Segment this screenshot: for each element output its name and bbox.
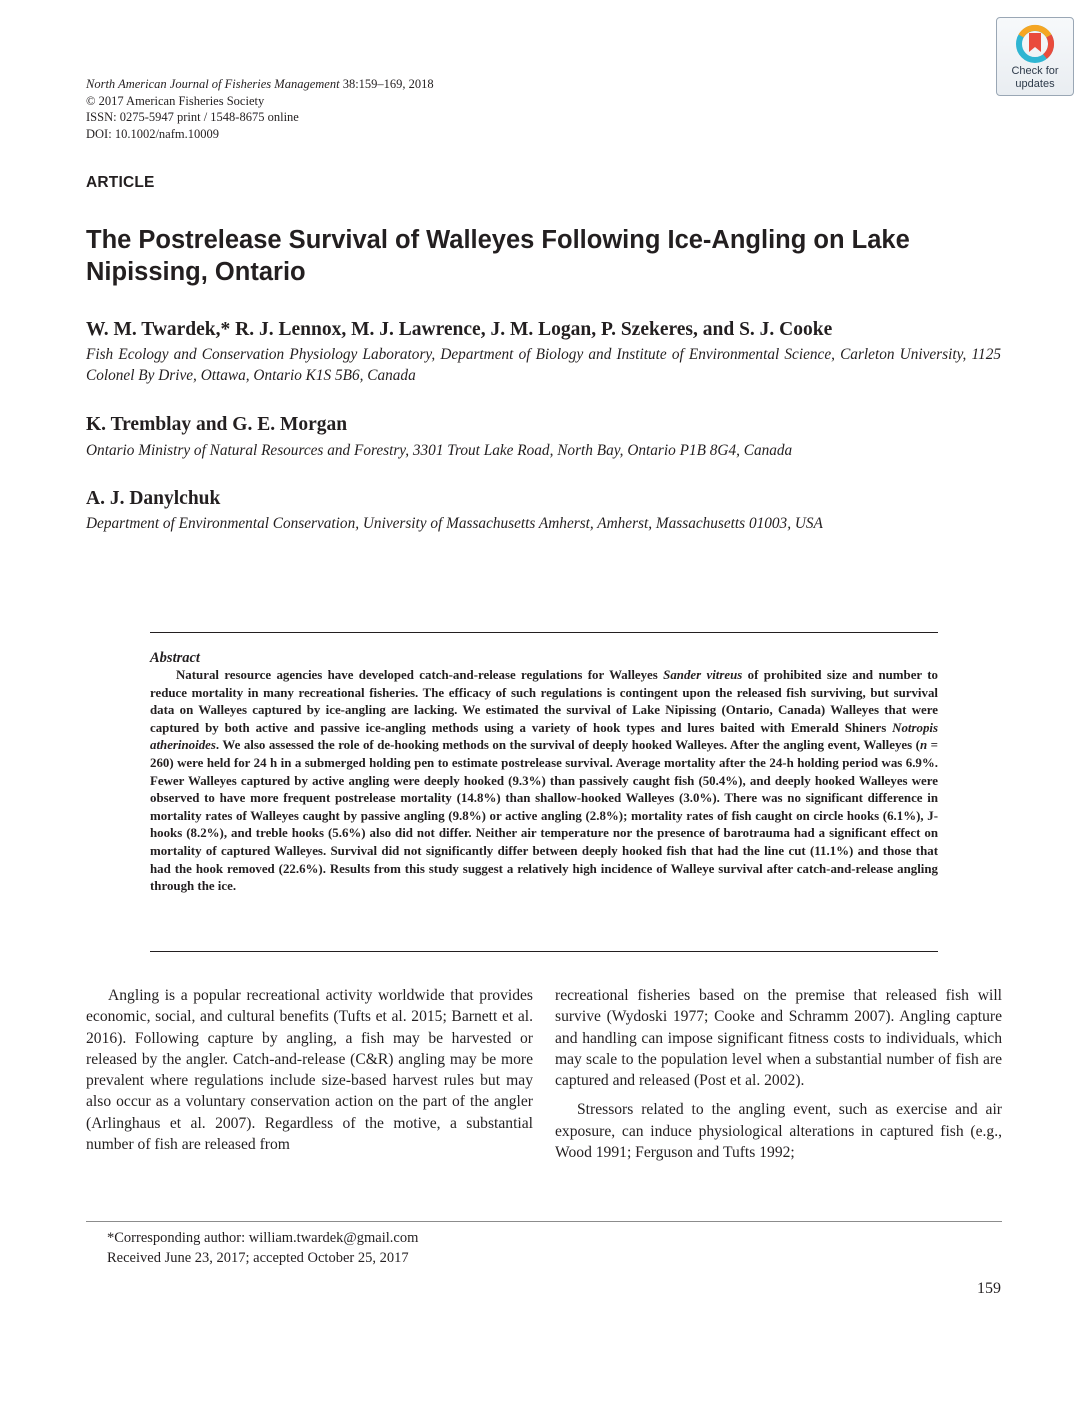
doi-line: DOI: 10.1002/nafm.10009 (86, 126, 219, 141)
journal-volume: 38:159–169, 2018 (342, 77, 434, 91)
body-column-left (86, 985, 533, 1155)
body-column-right (555, 985, 1002, 1163)
abstract-text-part: of prohibited size and number to reduce mortality in many recreational fisheries. The efficacy of such regulations is contingent upon the released fish surviving, but survival data on Walleyes captured by ice-angling are lacking. We estimated the survival of Lake Nipissing (Ontario, Canada) Walleyes that were captured by both active and passive ice-angling methods using a variety of hook types and lures baited with Emerald Shiners (150, 668, 939, 735)
abstract-heading: Abstract (150, 650, 200, 666)
author-list-3: A. J. Danylchuk (86, 488, 221, 509)
affiliation-1: Fish Ecology and Conservation Physiology Laboratory, Department of Biology and Institute of Environmental Science, Carleton University, 1125 Colonel By Drive, Ottawa, Ontario K1S 5B6, Canada (86, 346, 1001, 384)
abstract-text-part: . We also assessed the role of de-hooking methods on the survival of deeply hooked Walleyes. After the angling event, Walleyes ( (215, 738, 920, 753)
abstract-section (150, 650, 938, 896)
body-paragraph: recreational fisheries based on the premise that released fish will survive (Wydoski 1977; Cooke and Schramm 2007). Angling capture and handling can impose significant fitness costs to individuals, which may scale to the population level when a substantial number of fish are captured and released (Post et al. 2002). (555, 987, 1002, 1090)
article-title: The Postrelease Survival of Walleyes Following Ice-Angling on Lake Nipissing, Ontario (86, 226, 910, 286)
check-for-updates-button[interactable] (996, 17, 1074, 96)
affiliation-2: Ontario Ministry of Natural Resources and Forestry, 3301 Trout Lake Road, North Bay, Ontario P1B 8G4, Canada (86, 442, 793, 459)
journal-info (86, 76, 434, 142)
sample-size-symbol: n (919, 738, 928, 753)
body-paragraph: Angling is a popular recreational activity worldwide that provides economic, social, and cultural benefits (Tufts et al. 2015; Barnett et al. 2016). Following capture by angling, a fish may be harvested or released by the angler. Catch-and-release (C&R) angling may be more prevalent where regulations include size-based harvest rules but may also occur as a voluntary conservation action on the part of the angler (Arlinghaus et al. 2007). Regardless of the motive, a substantial number of fish are released from (86, 987, 533, 1154)
journal-name: North American Journal of Fisheries Management (86, 77, 340, 91)
author-list-2: K. Tremblay and G. E. Morgan (86, 414, 348, 435)
journal-citation (86, 76, 434, 93)
footnote-rule (86, 1221, 1002, 1222)
affiliation-3: Department of Environmental Conservation, University of Massachusetts Amherst, Amherst, Massachusetts 01003, USA (86, 515, 823, 532)
check-updates-label-1: Check for (1011, 65, 1059, 77)
check-updates-label-2: updates (1015, 78, 1055, 90)
author-list-1: W. M. Twardek,* R. J. Lennox, M. J. Lawrence, J. M. Logan, P. Szekeres, and S. J. Cooke (86, 319, 833, 340)
page-number: 159 (977, 1280, 1001, 1297)
abstract-bottom-rule (150, 951, 938, 952)
body-paragraph: Stressors related to the angling event, such as exercise and air exposure, can induce physiological alterations in captured fish (e.g., Wood 1991; Ferguson and Tufts 1992; (555, 1101, 1002, 1162)
abstract-top-rule (150, 632, 938, 633)
received-accepted-note: Received June 23, 2017; accepted October 25, 2017 (107, 1250, 409, 1266)
species-name: Notropis atherinoides (150, 720, 938, 753)
abstract-text-part: = 260) were held for 24 h in a submerged holding pen to estimate postrelease survival. Average mortality after the 24-h holding period was 6.9%. Fewer Walleyes captured by active angling were deeply hooked (9.3%) than passively caught fish (50.4%), and deeply hooked Walleyes were observed to have more frequent postrelease mortality (14.8%) than shallow-hooked Walleyes (3.0%). There was no significant difference in mortality rates of Walleyes caught by passive angling (9.8%) or active angling (2.8%); mortality rates of fish caught on circle hooks (6.1%), J-hooks (8.2%), and treble hooks (5.6%) also did not differ. Neither air temperature nor the presence of barotrauma had a significant effect on mortality of captured Walleyes. Survival did not significantly differ between deeply hooked fish that had the line cut (11.1%) and those that had the hook removed (22.6%). Results from this study suggest a relatively high incidence of Walleye survival after catch-and-release angling through the ice. (150, 738, 938, 894)
species-name: Sander vitreus (663, 668, 743, 682)
footnotes (107, 1228, 418, 1268)
issn-line: ISSN: 0275-5947 print / 1548-8675 online (86, 110, 299, 124)
abstract-body (150, 667, 938, 896)
copyright-line: © 2017 American Fisheries Society (86, 93, 265, 108)
corresponding-author-note: *Corresponding author: william.twardek@gmail.com (107, 1230, 419, 1246)
article-type-label: ARTICLE (86, 174, 155, 191)
crossmark-icon (1015, 24, 1055, 64)
abstract-text-part: Natural resource agencies have developed catch-and-release regulations for Walleyes (176, 668, 664, 682)
